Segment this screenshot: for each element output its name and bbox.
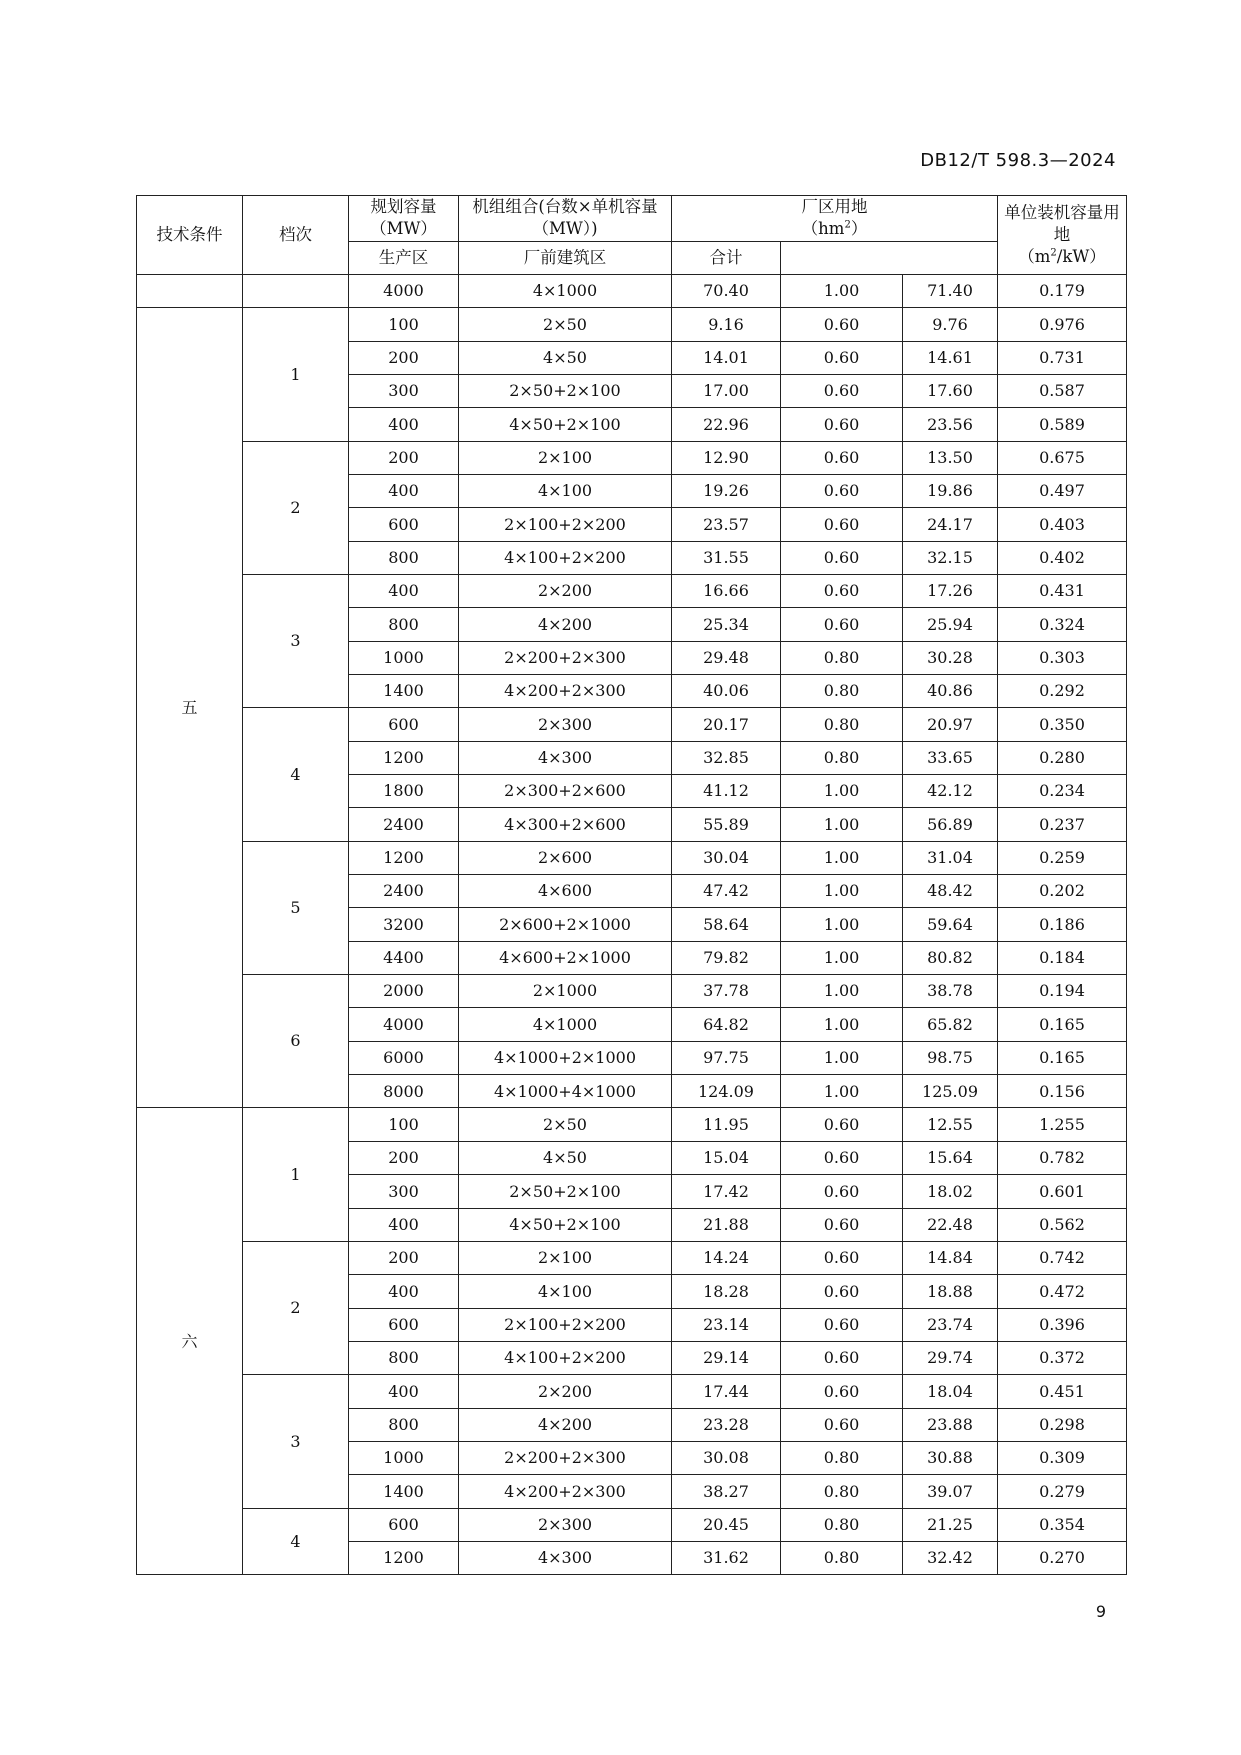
cell-unit-area: 0.731: [998, 341, 1127, 374]
cell-front: 1.00: [781, 274, 903, 307]
cell-total: 20.97: [903, 708, 998, 741]
cell-production: 11.95: [672, 1108, 781, 1141]
cell-combination: 2×200: [459, 1375, 672, 1408]
cell-total: 18.04: [903, 1375, 998, 1408]
cell-capacity: 400: [349, 1208, 459, 1241]
cell-unit-area: 0.354: [998, 1508, 1127, 1541]
header-row: [137, 196, 1127, 242]
cell-capacity: 200: [349, 1241, 459, 1274]
cell-combination: 4×600: [459, 875, 672, 908]
cell-capacity: 1200: [349, 1541, 459, 1574]
cell-condition: 五: [137, 308, 243, 1108]
cell-grade: 5: [243, 841, 349, 974]
cell-total: 21.25: [903, 1508, 998, 1541]
table-row: [137, 1508, 1127, 1541]
cell-grade: 2: [243, 1241, 349, 1374]
cell-combination: 4×300: [459, 741, 672, 774]
cell-unit-area: 0.184: [998, 941, 1127, 974]
cell-unit-area: 0.202: [998, 875, 1127, 908]
cell-unit-area: 0.431: [998, 574, 1127, 607]
cell-combination: 4×50: [459, 1141, 672, 1174]
cell-front: 0.60: [781, 1241, 903, 1274]
cell-total: 98.75: [903, 1041, 998, 1074]
table-row: [137, 841, 1127, 874]
cell-total: 14.61: [903, 341, 998, 374]
cell-unit-area: 0.497: [998, 474, 1127, 507]
cell-front: 1.00: [781, 1041, 903, 1074]
cell-total: 18.88: [903, 1275, 998, 1308]
cell-total: 125.09: [903, 1075, 998, 1108]
cell-total: 33.65: [903, 741, 998, 774]
cell-combination: 4×300+2×600: [459, 808, 672, 841]
cell-capacity: 400: [349, 408, 459, 441]
cell-grade: 1: [243, 1108, 349, 1241]
cell-unit-area: 0.472: [998, 1275, 1127, 1308]
cell-production: 47.42: [672, 875, 781, 908]
cell-unit-area: 0.280: [998, 741, 1127, 774]
cell-production: 14.24: [672, 1241, 781, 1274]
cell-unit-area: 0.179: [998, 274, 1127, 307]
cell-production: 32.85: [672, 741, 781, 774]
cell-front: 0.60: [781, 408, 903, 441]
cell-unit-area: 0.976: [998, 308, 1127, 341]
plant-area-unit: $(hm^2)$: [801, 219, 868, 239]
cell-total: 15.64: [903, 1141, 998, 1174]
cell-capacity: 200: [349, 1141, 459, 1174]
cell-total: 30.88: [903, 1441, 998, 1474]
cell-capacity: 800: [349, 608, 459, 641]
cell-grade: 3: [243, 574, 349, 707]
cell-front: 0.60: [781, 1208, 903, 1241]
cell-capacity: 1400: [349, 675, 459, 708]
cell-unit-area: 0.270: [998, 1541, 1127, 1574]
cell-total: 12.55: [903, 1108, 998, 1141]
cell-production: 40.06: [672, 675, 781, 708]
cell-front: 0.60: [781, 1308, 903, 1341]
document-code: DB12/T 598.3—2024: [920, 150, 1116, 171]
cell-unit-area: 0.156: [998, 1075, 1127, 1108]
page-number: 9: [1095, 1602, 1106, 1621]
cell-combination: 4×1000+2×1000: [459, 1041, 672, 1074]
unit-area-title: 单位装机容量用地: [1004, 202, 1120, 244]
cell-capacity: 1400: [349, 1475, 459, 1508]
cell-front: 0.80: [781, 675, 903, 708]
cell-production: 29.48: [672, 641, 781, 674]
cell-capacity: 400: [349, 1375, 459, 1408]
cell-front: 0.60: [781, 374, 903, 407]
cell-production: 30.04: [672, 841, 781, 874]
cell-unit-area: 0.396: [998, 1308, 1127, 1341]
cell-front: 1.00: [781, 841, 903, 874]
cell-combination: 4×1000: [459, 1008, 672, 1041]
cell-front: 0.60: [781, 508, 903, 541]
cell-combination: 4×200: [459, 1408, 672, 1441]
header-front: 厂前建筑区: [459, 241, 672, 274]
cell-production: 25.34: [672, 608, 781, 641]
cell-combination: 2×300: [459, 1508, 672, 1541]
cell-combination: 2×50+2×100: [459, 1175, 672, 1208]
cell-combination: 2×50+2×100: [459, 374, 672, 407]
cell-unit-area: 0.403: [998, 508, 1127, 541]
header-grade: 档次: [243, 196, 349, 275]
cell-capacity: 300: [349, 374, 459, 407]
cell-unit-area: 0.372: [998, 1341, 1127, 1374]
cell-front: 0.60: [781, 308, 903, 341]
cell-combination: 4×50+2×100: [459, 408, 672, 441]
cell-total: 18.02: [903, 1175, 998, 1208]
cell-unit-area: 1.255: [998, 1108, 1127, 1141]
cell-total: 40.86: [903, 675, 998, 708]
land-use-table: [136, 195, 1127, 1575]
cell-production: 12.90: [672, 441, 781, 474]
cell-capacity: 4000: [349, 274, 459, 307]
cell-front: 1.00: [781, 1008, 903, 1041]
cell-total: 38.78: [903, 975, 998, 1008]
cell-total: 65.82: [903, 1008, 998, 1041]
cell-combination: 4×200+2×300: [459, 1475, 672, 1508]
cell-grade: 6: [243, 975, 349, 1108]
cell-combination: 4×100: [459, 474, 672, 507]
cell-front: 0.60: [781, 441, 903, 474]
cell-capacity: 800: [349, 1341, 459, 1374]
cell-unit-area: 0.292: [998, 675, 1127, 708]
cell-front: 0.60: [781, 541, 903, 574]
cell-grade: 1: [243, 308, 349, 441]
cell-unit-area: 0.303: [998, 641, 1127, 674]
cell-capacity: 600: [349, 1508, 459, 1541]
plant-area-title: 厂区用地: [801, 197, 868, 216]
cell-unit-area: 0.165: [998, 1008, 1127, 1041]
cell-grade: 4: [243, 708, 349, 841]
cell-total: 32.15: [903, 541, 998, 574]
cell-unit-area: 0.589: [998, 408, 1127, 441]
cell-front: 1.00: [781, 808, 903, 841]
cell-production: 23.14: [672, 1308, 781, 1341]
cell-production: 37.78: [672, 975, 781, 1008]
cell-front: 0.60: [781, 1341, 903, 1374]
cell-total: 29.74: [903, 1341, 998, 1374]
cell-combination: 2×100: [459, 1241, 672, 1274]
cell-front: 0.60: [781, 574, 903, 607]
cell-production: 15.04: [672, 1141, 781, 1174]
cell-combination: 2×200+2×300: [459, 1441, 672, 1474]
cell-capacity: 200: [349, 341, 459, 374]
cell-total: 71.40: [903, 274, 998, 307]
cell-front: 0.80: [781, 1508, 903, 1541]
cell-production: 31.62: [672, 1541, 781, 1574]
cell-unit-area: 0.309: [998, 1441, 1127, 1474]
cell-capacity: 300: [349, 1175, 459, 1208]
cell-capacity: 400: [349, 1275, 459, 1308]
cell-production: 9.16: [672, 308, 781, 341]
header-total: 合计: [672, 241, 781, 274]
header-unit-area: [998, 196, 1127, 275]
table-row: [137, 1241, 1127, 1274]
cell-production: 23.57: [672, 508, 781, 541]
cell-grade: 3: [243, 1375, 349, 1508]
cell-total: 39.07: [903, 1475, 998, 1508]
cell-unit-area: 0.194: [998, 975, 1127, 1008]
header-condition: 技术条件: [137, 196, 243, 275]
cell-combination: 2×1000: [459, 975, 672, 1008]
cell-capacity: 800: [349, 541, 459, 574]
cell-front: 0.80: [781, 1541, 903, 1574]
cell-capacity: 2400: [349, 875, 459, 908]
table-row: [137, 1108, 1127, 1141]
cell-total: 23.88: [903, 1408, 998, 1441]
cell-combination: 4×300: [459, 1541, 672, 1574]
cell-total: 30.28: [903, 641, 998, 674]
cell-capacity: 800: [349, 1408, 459, 1441]
cell-combination: 2×100+2×200: [459, 508, 672, 541]
table-row: [137, 1375, 1127, 1408]
cell-front: 1.00: [781, 908, 903, 941]
cell-unit-area: 0.451: [998, 1375, 1127, 1408]
cell-total: 19.86: [903, 474, 998, 507]
cell-total: 59.64: [903, 908, 998, 941]
cell-combination: 4×100+2×200: [459, 1341, 672, 1374]
cell-combination: 2×100: [459, 441, 672, 474]
cell-combination: 4×100: [459, 1275, 672, 1308]
cell-combination: 4×1000+4×1000: [459, 1075, 672, 1108]
cell-total: 80.82: [903, 941, 998, 974]
cell-unit-area: 0.165: [998, 1041, 1127, 1074]
cell-combination: 2×50: [459, 308, 672, 341]
cell-capacity: 600: [349, 508, 459, 541]
cell-capacity: 200: [349, 441, 459, 474]
cell-total: 17.26: [903, 574, 998, 607]
cell-capacity: 4000: [349, 1008, 459, 1041]
cell-unit-area: 0.601: [998, 1175, 1127, 1208]
cell-capacity: 100: [349, 1108, 459, 1141]
cell-combination: 4×200: [459, 608, 672, 641]
cell-capacity: 3200: [349, 908, 459, 941]
cell-front: 1.00: [781, 1075, 903, 1108]
cell-production: 30.08: [672, 1441, 781, 1474]
cell-front: 0.60: [781, 1375, 903, 1408]
cell-combination: 2×200: [459, 574, 672, 607]
header-capacity: 规划容量（MW）: [349, 196, 459, 242]
cell-production: 17.00: [672, 374, 781, 407]
cell-combination: 4×1000: [459, 274, 672, 307]
cell-unit-area: 0.562: [998, 1208, 1127, 1241]
cell-production: 23.28: [672, 1408, 781, 1441]
cell-front: 0.60: [781, 1275, 903, 1308]
cell-combination: 4×50: [459, 341, 672, 374]
header-plant-area: [672, 196, 998, 242]
cell-front: 1.00: [781, 941, 903, 974]
table-row: [137, 574, 1127, 607]
cell-production: 16.66: [672, 574, 781, 607]
table-row: [137, 975, 1127, 1008]
cell-production: 41.12: [672, 775, 781, 808]
cell-total: 32.42: [903, 1541, 998, 1574]
cell-unit-area: 0.782: [998, 1141, 1127, 1174]
cell-grade: [243, 274, 349, 307]
cell-front: 1.00: [781, 875, 903, 908]
cell-capacity: 400: [349, 574, 459, 607]
cell-production: 21.88: [672, 1208, 781, 1241]
cell-capacity: 8000: [349, 1075, 459, 1108]
cell-production: 124.09: [672, 1075, 781, 1108]
cell-production: 64.82: [672, 1008, 781, 1041]
cell-front: 0.80: [781, 741, 903, 774]
cell-unit-area: 0.350: [998, 708, 1127, 741]
cell-combination: 4×600+2×1000: [459, 941, 672, 974]
cell-front: 0.80: [781, 641, 903, 674]
cell-total: 25.94: [903, 608, 998, 641]
cell-condition: [137, 274, 243, 307]
cell-front: 0.80: [781, 1441, 903, 1474]
table-row: [137, 308, 1127, 341]
cell-capacity: 6000: [349, 1041, 459, 1074]
cell-combination: 2×600+2×1000: [459, 908, 672, 941]
cell-capacity: 600: [349, 708, 459, 741]
cell-production: 19.26: [672, 474, 781, 507]
header-production: 生产区: [349, 241, 459, 274]
cell-combination: 2×200+2×300: [459, 641, 672, 674]
table-row: [137, 708, 1127, 741]
cell-production: 18.28: [672, 1275, 781, 1308]
cell-capacity: 1000: [349, 641, 459, 674]
cell-production: 14.01: [672, 341, 781, 374]
cell-combination: 4×50+2×100: [459, 1208, 672, 1241]
cell-production: 97.75: [672, 1041, 781, 1074]
cell-unit-area: 0.259: [998, 841, 1127, 874]
cell-unit-area: 0.279: [998, 1475, 1127, 1508]
cell-front: 0.60: [781, 1175, 903, 1208]
cell-total: 48.42: [903, 875, 998, 908]
cell-unit-area: 0.237: [998, 808, 1127, 841]
cell-capacity: 1000: [349, 1441, 459, 1474]
cell-production: 79.82: [672, 941, 781, 974]
cell-grade: 2: [243, 441, 349, 574]
cell-condition: 六: [137, 1108, 243, 1575]
cell-total: 24.17: [903, 508, 998, 541]
cell-total: 23.74: [903, 1308, 998, 1341]
cell-combination: 2×300: [459, 708, 672, 741]
cell-production: 70.40: [672, 274, 781, 307]
cell-production: 58.64: [672, 908, 781, 941]
cell-unit-area: 0.675: [998, 441, 1127, 474]
cell-total: 14.84: [903, 1241, 998, 1274]
cell-front: 0.60: [781, 608, 903, 641]
cell-production: 55.89: [672, 808, 781, 841]
cell-capacity: 2400: [349, 808, 459, 841]
cell-capacity: 100: [349, 308, 459, 341]
cell-total: 23.56: [903, 408, 998, 441]
cell-grade: 4: [243, 1508, 349, 1575]
cell-production: 22.96: [672, 408, 781, 441]
cell-combination: 4×200+2×300: [459, 675, 672, 708]
cell-production: 20.45: [672, 1508, 781, 1541]
cell-total: 22.48: [903, 1208, 998, 1241]
cell-unit-area: 0.402: [998, 541, 1127, 574]
cell-total: 13.50: [903, 441, 998, 474]
cell-total: 56.89: [903, 808, 998, 841]
cell-total: 42.12: [903, 775, 998, 808]
cell-front: 0.60: [781, 474, 903, 507]
cell-combination: 2×50: [459, 1108, 672, 1141]
cell-production: 31.55: [672, 541, 781, 574]
cell-front: 1.00: [781, 775, 903, 808]
cell-unit-area: 0.186: [998, 908, 1127, 941]
cell-unit-area: 0.234: [998, 775, 1127, 808]
cell-front: 1.00: [781, 975, 903, 1008]
cell-front: 0.80: [781, 708, 903, 741]
cell-capacity: 1800: [349, 775, 459, 808]
cell-unit-area: 0.742: [998, 1241, 1127, 1274]
cell-total: 17.60: [903, 374, 998, 407]
cell-capacity: 4400: [349, 941, 459, 974]
cell-production: 20.17: [672, 708, 781, 741]
cell-unit-area: 0.298: [998, 1408, 1127, 1441]
cell-front: 0.60: [781, 1141, 903, 1174]
cell-capacity: 600: [349, 1308, 459, 1341]
cell-capacity: 1200: [349, 841, 459, 874]
cell-front: 0.60: [781, 341, 903, 374]
cell-capacity: 1200: [349, 741, 459, 774]
header-combination: 机组组合(台数×单机容量（MW）): [459, 196, 672, 242]
cell-total: 9.76: [903, 308, 998, 341]
cell-front: 0.60: [781, 1108, 903, 1141]
cell-combination: 4×100+2×200: [459, 541, 672, 574]
cell-unit-area: 0.587: [998, 374, 1127, 407]
unit-area-unit: $(m^2/kW)$: [1018, 247, 1106, 267]
cell-production: 17.42: [672, 1175, 781, 1208]
cell-unit-area: 0.324: [998, 608, 1127, 641]
cell-capacity: 400: [349, 474, 459, 507]
cell-total: 31.04: [903, 841, 998, 874]
cell-production: 17.44: [672, 1375, 781, 1408]
cell-production: 29.14: [672, 1341, 781, 1374]
cell-production: 38.27: [672, 1475, 781, 1508]
table-row: [137, 441, 1127, 474]
cell-capacity: 2000: [349, 975, 459, 1008]
cell-front: 0.80: [781, 1475, 903, 1508]
cell-combination: 2×300+2×600: [459, 775, 672, 808]
cell-combination: 2×600: [459, 841, 672, 874]
cell-front: 0.60: [781, 1408, 903, 1441]
cell-combination: 2×100+2×200: [459, 1308, 672, 1341]
continuation-row: [137, 274, 1127, 307]
